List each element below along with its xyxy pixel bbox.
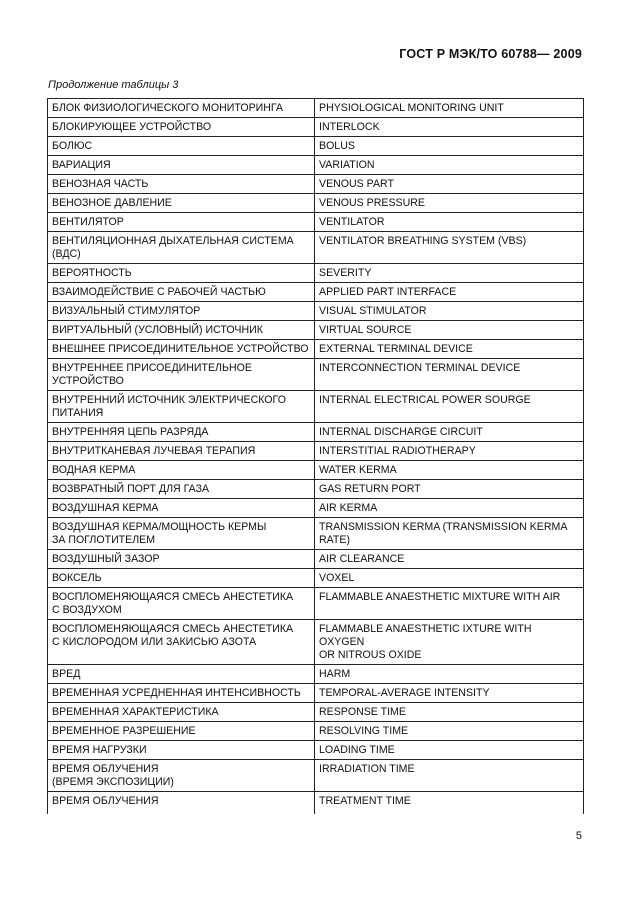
document-id-header: ГОСТ Р МЭК/ТО 60788— 2009 bbox=[399, 47, 582, 61]
term-english: INTERNAL DISCHARGE CIRCUIT bbox=[315, 423, 584, 442]
term-english: AIR CLEARANCE bbox=[315, 550, 584, 569]
term-russian: ВРЕМЯ НАГРУЗКИ bbox=[48, 741, 315, 760]
table-row bbox=[48, 684, 584, 703]
term-russian: ВЕНТИЛЯТОР bbox=[48, 213, 315, 232]
table-row bbox=[48, 518, 584, 550]
term-russian: ВНУТРЕННЕЕ ПРИСОЕДИНИТЕЛЬНОЕ УСТРОЙСТВО bbox=[48, 359, 315, 391]
table-row bbox=[48, 118, 584, 137]
term-russian: ВРЕМЕННАЯ УСРЕДНЕННАЯ ИНТЕНСИВНОСТЬ bbox=[48, 684, 315, 703]
term-russian: ВНУТРЕННЯЯ ЦЕПЬ РАЗРЯДА bbox=[48, 423, 315, 442]
table-row bbox=[48, 760, 584, 792]
term-english: TRANSMISSION KERMA (TRANSMISSION KERMA RATE) bbox=[315, 518, 584, 550]
term-russian: ВРЕД bbox=[48, 665, 315, 684]
table-row bbox=[48, 302, 584, 321]
term-russian: ВОДНАЯ КЕРМА bbox=[48, 461, 315, 480]
term-russian: ВЕНОЗНОЕ ДАВЛЕНИЕ bbox=[48, 194, 315, 213]
table-row bbox=[48, 442, 584, 461]
term-english: FLAMMABLE ANAESTHETIC MIXTURE WITH AIR bbox=[315, 588, 584, 620]
term-russian: ВАРИАЦИЯ bbox=[48, 156, 315, 175]
term-russian: ВРЕМЕННАЯ ХАРАКТЕРИСТИКА bbox=[48, 703, 315, 722]
table-row bbox=[48, 321, 584, 340]
term-russian: ВЕНОЗНАЯ ЧАСТЬ bbox=[48, 175, 315, 194]
table-row bbox=[48, 741, 584, 760]
term-english: VENOUS PART bbox=[315, 175, 584, 194]
term-russian: ВНУТРЕННИЙ ИСТОЧНИК ЭЛЕКТРИЧЕСКОГО ПИТАНИЯ bbox=[48, 391, 315, 423]
table-row bbox=[48, 391, 584, 423]
term-russian: ВРЕМЯ ОБЛУЧЕНИЯ bbox=[48, 792, 315, 815]
term-russian: ВЕНТИЛЯЦИОННАЯ ДЫХАТЕЛЬНАЯ СИСТЕМА (ВДС) bbox=[48, 232, 315, 264]
table-row bbox=[48, 194, 584, 213]
term-russian: БЛОК ФИЗИОЛОГИЧЕСКОГО МОНИТОРИНГА bbox=[48, 99, 315, 118]
table-row bbox=[48, 569, 584, 588]
term-english: RESPONSE TIME bbox=[315, 703, 584, 722]
table-row bbox=[48, 137, 584, 156]
table-row bbox=[48, 423, 584, 442]
term-english: VOXEL bbox=[315, 569, 584, 588]
table-row bbox=[48, 499, 584, 518]
table-row bbox=[48, 620, 584, 665]
term-english: BOLUS bbox=[315, 137, 584, 156]
table-row bbox=[48, 703, 584, 722]
term-english: APPLIED PART INTERFACE bbox=[315, 283, 584, 302]
term-english: VENTILATOR BREATHING SYSTEM (VBS) bbox=[315, 232, 584, 264]
term-english: WATER KERMA bbox=[315, 461, 584, 480]
term-english: INTERSTITIAL RADIOTHERAPY bbox=[315, 442, 584, 461]
term-russian: БОЛЮС bbox=[48, 137, 315, 156]
table-row bbox=[48, 588, 584, 620]
term-russian: ВНЕШНЕЕ ПРИСОЕДИНИТЕЛЬНОЕ УСТРОЙСТВО bbox=[48, 340, 315, 359]
term-english: HARM bbox=[315, 665, 584, 684]
term-russian: ВРЕМЯ ОБЛУЧЕНИЯ (ВРЕМЯ ЭКСПОЗИЦИИ) bbox=[48, 760, 315, 792]
table-row bbox=[48, 359, 584, 391]
term-russian: ВОЗДУШНАЯ КЕРМА bbox=[48, 499, 315, 518]
term-russian: ВОСПЛОМЕНЯЮЩАЯСЯ СМЕСЬ АНЕСТЕТИКА С ВОЗДУХОМ bbox=[48, 588, 315, 620]
page-number: 5 bbox=[575, 830, 582, 842]
term-russian: ВОЗДУШНАЯ КЕРМА/МОЩНОСТЬ КЕРМЫ ЗА ПОГЛОТИТЕЛЕМ bbox=[48, 518, 315, 550]
table-row bbox=[48, 175, 584, 194]
term-english: FLAMMABLE ANAESTHETIC IXTURE WITH OXYGEN OR NITROUS OXIDE bbox=[315, 620, 584, 665]
term-english: LOADING TIME bbox=[315, 741, 584, 760]
term-russian: ВОЗВРАТНЫЙ ПОРТ ДЛЯ ГАЗА bbox=[48, 480, 315, 499]
term-russian: ВОЗДУШНЫЙ ЗАЗОР bbox=[48, 550, 315, 569]
table-caption: Продолжение таблицы 3 bbox=[48, 79, 179, 91]
term-russian: БЛОКИРУЮЩЕЕ УСТРОЙСТВО bbox=[48, 118, 315, 137]
table-row bbox=[48, 283, 584, 302]
term-english: TREATMENT TIME bbox=[315, 792, 584, 815]
term-russian: ВИЗУАЛЬНЫЙ СТИМУЛЯТОР bbox=[48, 302, 315, 321]
terms-table-body bbox=[48, 99, 584, 815]
term-english: GAS RETURN PORT bbox=[315, 480, 584, 499]
term-english: PHYSIOLOGICAL MONITORING UNIT bbox=[315, 99, 584, 118]
term-english: INTERNAL ELECTRICAL POWER SOURGE bbox=[315, 391, 584, 423]
table-row bbox=[48, 99, 584, 118]
table-row bbox=[48, 461, 584, 480]
term-russian: ВИРТУАЛЬНЫЙ (УСЛОВНЫЙ) ИСТОЧНИК bbox=[48, 321, 315, 340]
term-english: RESOLVING TIME bbox=[315, 722, 584, 741]
term-english: TEMPORAL-AVERAGE INTENSITY bbox=[315, 684, 584, 703]
term-english: VENOUS PRESSURE bbox=[315, 194, 584, 213]
table-row bbox=[48, 232, 584, 264]
term-russian: ВЗАИМОДЕЙСТВИЕ С РАБОЧЕЙ ЧАСТЬЮ bbox=[48, 283, 315, 302]
term-russian: ВНУТРИТКАНЕВАЯ ЛУЧЕВАЯ ТЕРАПИЯ bbox=[48, 442, 315, 461]
term-english: VARIATION bbox=[315, 156, 584, 175]
table-row bbox=[48, 550, 584, 569]
term-english: INTERLOCK bbox=[315, 118, 584, 137]
table-row bbox=[48, 480, 584, 499]
term-russian: ВРЕМЕННОЕ РАЗРЕШЕНИЕ bbox=[48, 722, 315, 741]
table-row bbox=[48, 665, 584, 684]
term-russian: ВЕРОЯТНОСТЬ bbox=[48, 264, 315, 283]
term-russian: ВОСПЛОМЕНЯЮЩАЯСЯ СМЕСЬ АНЕСТЕТИКА С КИСЛОРОДОМ ИЛИ ЗАКИСЬЮ АЗОТА bbox=[48, 620, 315, 665]
term-english: VENTILATOR bbox=[315, 213, 584, 232]
terms-table bbox=[47, 98, 584, 814]
term-russian: ВОКСЕЛЬ bbox=[48, 569, 315, 588]
term-english: EXTERNAL TERMINAL DEVICE bbox=[315, 340, 584, 359]
table-row bbox=[48, 792, 584, 815]
term-english: INTERCONNECTION TERMINAL DEVICE bbox=[315, 359, 584, 391]
table-row bbox=[48, 213, 584, 232]
table-row bbox=[48, 156, 584, 175]
term-english: VISUAL STIMULATOR bbox=[315, 302, 584, 321]
term-english: SEVERITY bbox=[315, 264, 584, 283]
table-row bbox=[48, 722, 584, 741]
term-english: VIRTUAL SOURCE bbox=[315, 321, 584, 340]
table-row bbox=[48, 264, 584, 283]
table-row bbox=[48, 340, 584, 359]
term-english: IRRADIATION TIME bbox=[315, 760, 584, 792]
term-english: AIR KERMA bbox=[315, 499, 584, 518]
